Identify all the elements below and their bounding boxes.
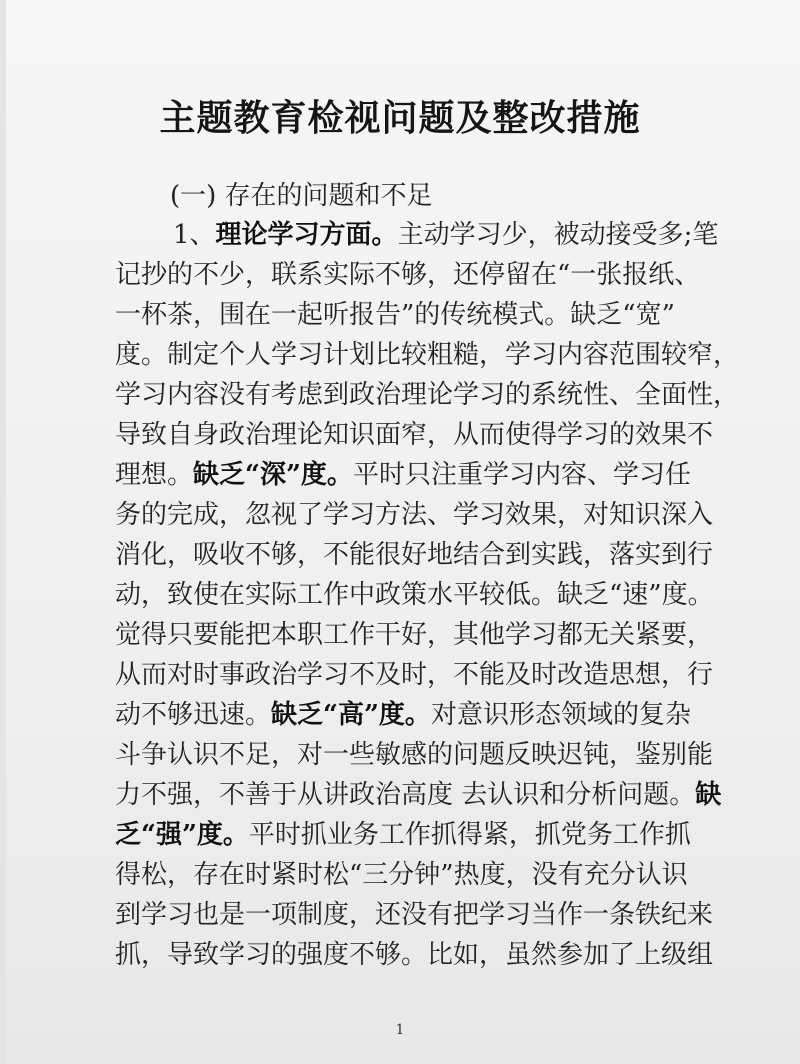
text-segment: 导致自身政治理论知识面窄，从而使得学习的效果不 [115,420,714,450]
page-number: 1 [395,1022,405,1038]
emphasis-text: 乏“强”度。 [115,820,249,850]
text-segment: 一杯茶，围在一起听报告”的传统模式。缺乏“宽” [115,300,675,330]
text-segment: 消化，吸收不够，不能很好地结合到实践，落实到行 [115,540,714,570]
section-heading: (一) 存在的问题和不足 [170,181,433,211]
text-line [115,535,714,575]
emphasis-text: 理论学习方面。 [215,220,398,250]
text-segment: 记抄的不少，联系实际不够，还停留在“一张报纸、 [115,260,701,290]
text-line [115,295,685,335]
text-line [115,815,691,855]
text-segment: 对意识形态领域的复杂 [430,700,691,730]
text-line [115,455,691,495]
text-segment: 抓，导致学习的强度不够。比如，虽然参加了上级组 [115,940,714,970]
text-segment: 得松，存在时紧时松“三分钟”热度，没有充分认识 [115,860,688,890]
emphasis-text: 缺 [695,780,722,810]
text-line [115,615,714,655]
text-line [115,655,714,695]
body-paragraph [115,215,740,975]
text-line [115,855,688,895]
text-segment: 平时抓业务工作抓得紧，抓党务工作抓 [248,820,691,850]
text-segment: 动不够迅速。 [115,700,272,730]
text-line [115,935,714,975]
text-segment: 平时只注重学习内容、学习任 [352,460,691,490]
text-line [115,775,722,815]
text-segment: 觉得只要能把本职工作干好，其他学习都无关紧要， [115,620,714,650]
text-line [115,695,691,735]
text-segment: 理想。 [115,460,194,490]
text-segment: 斗争认识不足，对一些敏感的问题反映迟钝，鉴别能 [115,740,714,770]
text-segment: 从而对时事政治学习不及时，不能及时改造思想，行 [115,660,714,690]
text-segment: 力不强，不善于从讲政治高度 去认识和分析问题。 [115,780,696,810]
emphasis-text: 缺乏“高”度。 [271,700,431,730]
text-segment: 1、 [173,220,216,250]
emphasis-text: 缺乏“深”度。 [193,460,353,490]
text-line [115,375,740,415]
text-line [115,735,714,775]
text-segment: 度。制定个人学习计划比较粗糙，学习内容范围较窄， [115,340,740,370]
text-segment: 到学习也是一项制度，还没有把学习当作一条铁纪来 [115,900,714,930]
text-segment: 务的完成，忽视了学习方法、学习效果，对知识深入 [115,500,714,530]
text-line [115,335,740,375]
text-line [115,415,714,455]
text-segment: 动，致使在实际工作中政策水平较低。缺乏“速”度。 [115,580,714,610]
text-segment: 主动学习少，被动接受多;笔 [397,220,719,250]
text-line [115,495,714,535]
text-line [115,575,714,615]
text-line [115,215,719,255]
text-line [115,255,701,295]
text-line [115,895,714,935]
text-segment: 学习内容没有考虑到政治理论学习的系统性、全面性， [115,380,740,410]
document-title: 主题教育检视问题及整改措施 [159,97,641,139]
